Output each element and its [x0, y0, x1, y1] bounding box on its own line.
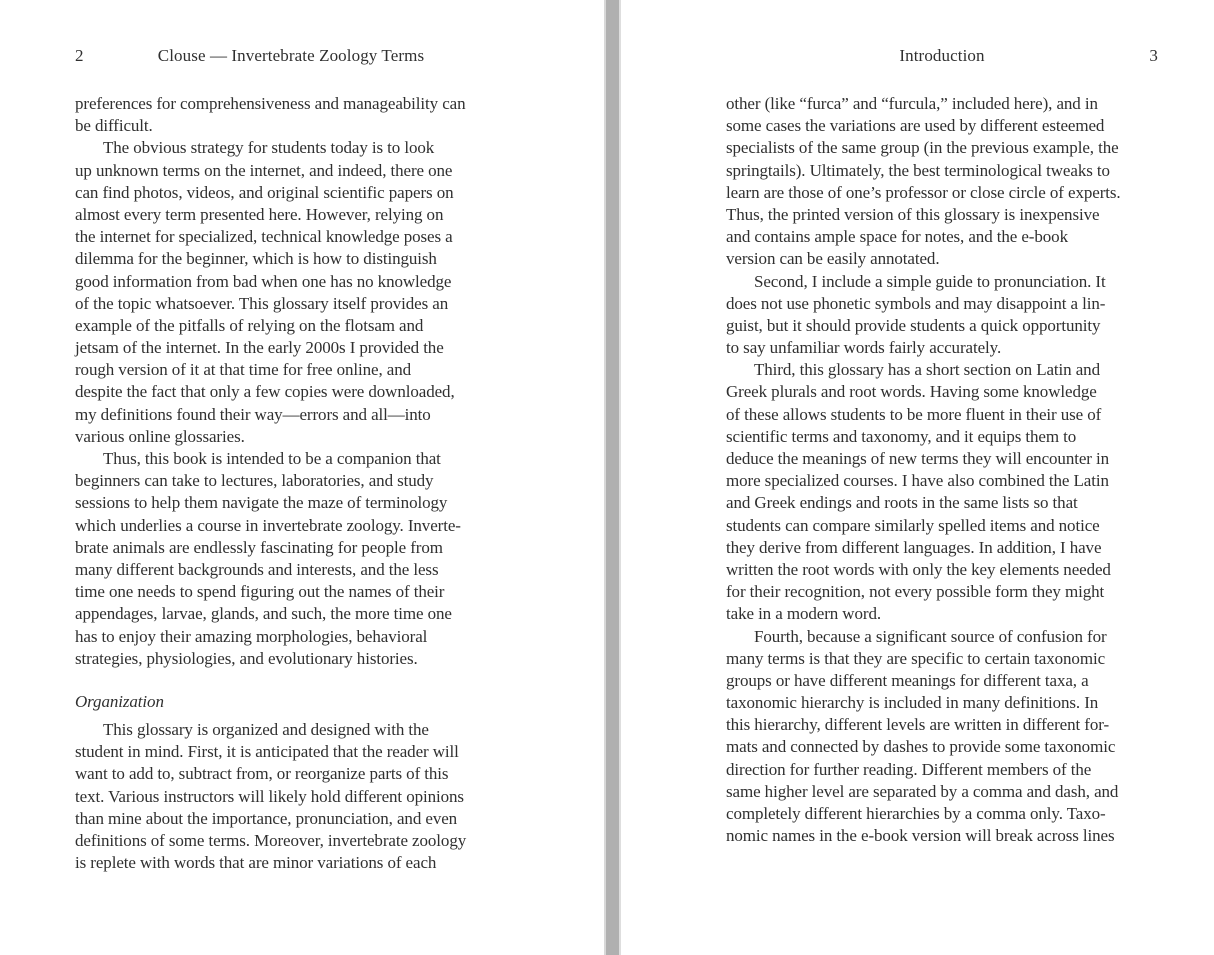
- text-line: example of the pitfalls of relying on the flotsam and: [75, 315, 424, 335]
- text-line: definitions of some terms. Moreover, invertebrate zoology: [75, 831, 467, 850]
- text-line: this hierarchy, different levels are written in different for-: [726, 715, 1110, 735]
- page-left-body: [75, 93, 507, 874]
- text-line: springtails). Ultimately, the best terminological tweaks to: [726, 160, 1110, 180]
- text-line: to say unfamiliar words fairly accurately.: [726, 338, 1002, 358]
- text-line: strategies, physiologies, and evolutionary histories.: [75, 648, 418, 668]
- text-line: than mine about the importance, pronunciation, and even: [75, 808, 458, 828]
- paragraph: [726, 359, 1158, 625]
- text-line: jetsam of the internet. In the early 2000s I provided the: [75, 338, 444, 358]
- text-line: many terms is that they are specific to certain taxonomic: [726, 648, 1106, 668]
- page-left: [75, 46, 507, 874]
- text-line: deduce the meanings of new terms they will encounter in: [726, 449, 1110, 468]
- paragraph: [75, 93, 507, 137]
- text-line: The obvious strategy for students today is to look: [103, 138, 435, 158]
- running-header-right: Introduction: [899, 46, 985, 65]
- paragraph: [75, 448, 507, 670]
- running-header-left: Clouse — Invertebrate Zoology Terms: [157, 46, 425, 65]
- page-gutter-divider: [604, 0, 621, 955]
- page-left-header: [75, 46, 507, 66]
- page-number-left: 2: [75, 46, 84, 65]
- text-line: of these allows students to be more fluent in their use of: [726, 404, 1102, 424]
- text-line: sessions to help them navigate the maze of terminology: [75, 493, 448, 513]
- text-line: student in mind. First, it is anticipated that the reader will: [75, 742, 459, 762]
- text-line: completely different hierarchies by a comma only. Taxo-: [726, 804, 1106, 823]
- text-line: the internet for specialized, technical knowledge poses a: [75, 227, 453, 247]
- text-line: more specialized courses. I have also combined the Latin: [726, 471, 1109, 491]
- text-line: up unknown terms on the internet, and indeed, there one: [75, 160, 453, 180]
- text-line: various online glossaries.: [75, 426, 245, 446]
- text-line: want to add to, subtract from, or reorganize parts of this: [75, 764, 449, 784]
- text-line: This glossary is organized and designed with the: [103, 720, 429, 740]
- text-line: dilemma for the beginner, which is how to distinguish: [75, 249, 437, 269]
- text-line: appendages, larvae, glands, and such, the more time one: [75, 604, 452, 624]
- text-line: almost every term presented here. However, relying on: [75, 204, 444, 224]
- text-line: take in a modern word.: [726, 604, 882, 624]
- text-line: is replete with words that are minor variations of each: [75, 853, 437, 873]
- text-line: Thus, the printed version of this glossary is inexpensive: [726, 204, 1100, 224]
- text-line: good information from bad when one has no knowledge: [75, 271, 452, 291]
- paragraph: [726, 93, 1158, 271]
- text-line: time one needs to spend figuring out the names of their: [75, 582, 445, 602]
- text-line: learn are those of one’s professor or close circle of experts.: [726, 182, 1121, 202]
- text-line: scientific terms and taxonomy, and it equips them to: [726, 426, 1077, 446]
- text-line: despite the fact that only a few copies were downloaded,: [75, 382, 455, 402]
- page-number-right: 3: [1149, 46, 1158, 65]
- text-line: same higher level are separated by a comma and dash, and: [726, 781, 1119, 801]
- text-line: Fourth, because a significant source of confusion for: [754, 626, 1107, 646]
- text-line: mats and connected by dashes to provide some taxonomic: [726, 737, 1116, 757]
- text-line: be difficult.: [75, 116, 153, 136]
- page-right-header: [726, 46, 1158, 66]
- page-right-body: [726, 93, 1158, 847]
- paragraph: [726, 626, 1158, 848]
- text-line: has to enjoy their amazing morphologies, behavioral: [75, 626, 428, 646]
- text-line: nomic names in the e-book version will break across lines: [726, 826, 1115, 846]
- text-line: rough version of it at that time for free online, and: [75, 360, 412, 380]
- text-line: written the root words with only the key elements needed: [726, 559, 1111, 579]
- text-line: they derive from different languages. In addition, I have: [726, 537, 1102, 557]
- text-line: Second, I include a simple guide to pronunciation. It: [754, 271, 1106, 291]
- text-line: version can be easily annotated.: [726, 249, 940, 269]
- text-line: brate animals are endlessly fascinating for people from: [75, 537, 443, 557]
- text-line: does not use phonetic symbols and may disappoint a lin-: [726, 293, 1106, 313]
- text-line: Organization: [75, 691, 164, 711]
- text-line: some cases the variations are used by different esteemed: [726, 116, 1105, 136]
- text-line: preferences for comprehensiveness and manageability can: [75, 94, 466, 113]
- text-line: other (like “furca” and “furcula,” included here), and in: [726, 94, 1098, 113]
- text-line: text. Various instructors will likely hold different opinions: [75, 786, 464, 806]
- text-line: which underlies a course in invertebrate zoology. Inverte-: [75, 515, 461, 535]
- text-line: my definitions found their way—errors and all—into: [75, 404, 431, 424]
- text-line: students can compare similarly spelled items and notice: [726, 515, 1100, 535]
- text-line: many different backgrounds and interests, and the less: [75, 559, 439, 579]
- text-line: Third, this glossary has a short section on Latin and: [754, 360, 1100, 380]
- paragraph: [726, 271, 1158, 360]
- text-line: groups or have different meanings for different taxa, a: [726, 670, 1089, 690]
- text-line: Greek plurals and root words. Having some knowledge: [726, 382, 1097, 402]
- paragraph: [75, 719, 507, 874]
- text-line: guist, but it should provide students a quick opportunity: [726, 315, 1101, 335]
- text-line: specialists of the same group (in the previous example, the: [726, 138, 1119, 158]
- text-line: can find photos, videos, and original scientific papers on: [75, 182, 454, 202]
- text-line: beginners can take to lectures, laboratories, and study: [75, 471, 434, 491]
- text-line: and contains ample space for notes, and the e-book: [726, 227, 1068, 247]
- text-line: of the topic whatsoever. This glossary itself provides an: [75, 293, 449, 313]
- page-right: [726, 46, 1158, 847]
- text-line: direction for further reading. Different members of the: [726, 759, 1092, 779]
- text-line: for their recognition, not every possible form they might: [726, 582, 1105, 602]
- text-line: and Greek endings and roots in the same lists so that: [726, 493, 1078, 513]
- text-line: Thus, this book is intended to be a companion that: [103, 449, 441, 468]
- text-line: taxonomic hierarchy is included in many definitions. In: [726, 693, 1099, 713]
- paragraph: [75, 137, 507, 448]
- section-heading: [75, 691, 507, 713]
